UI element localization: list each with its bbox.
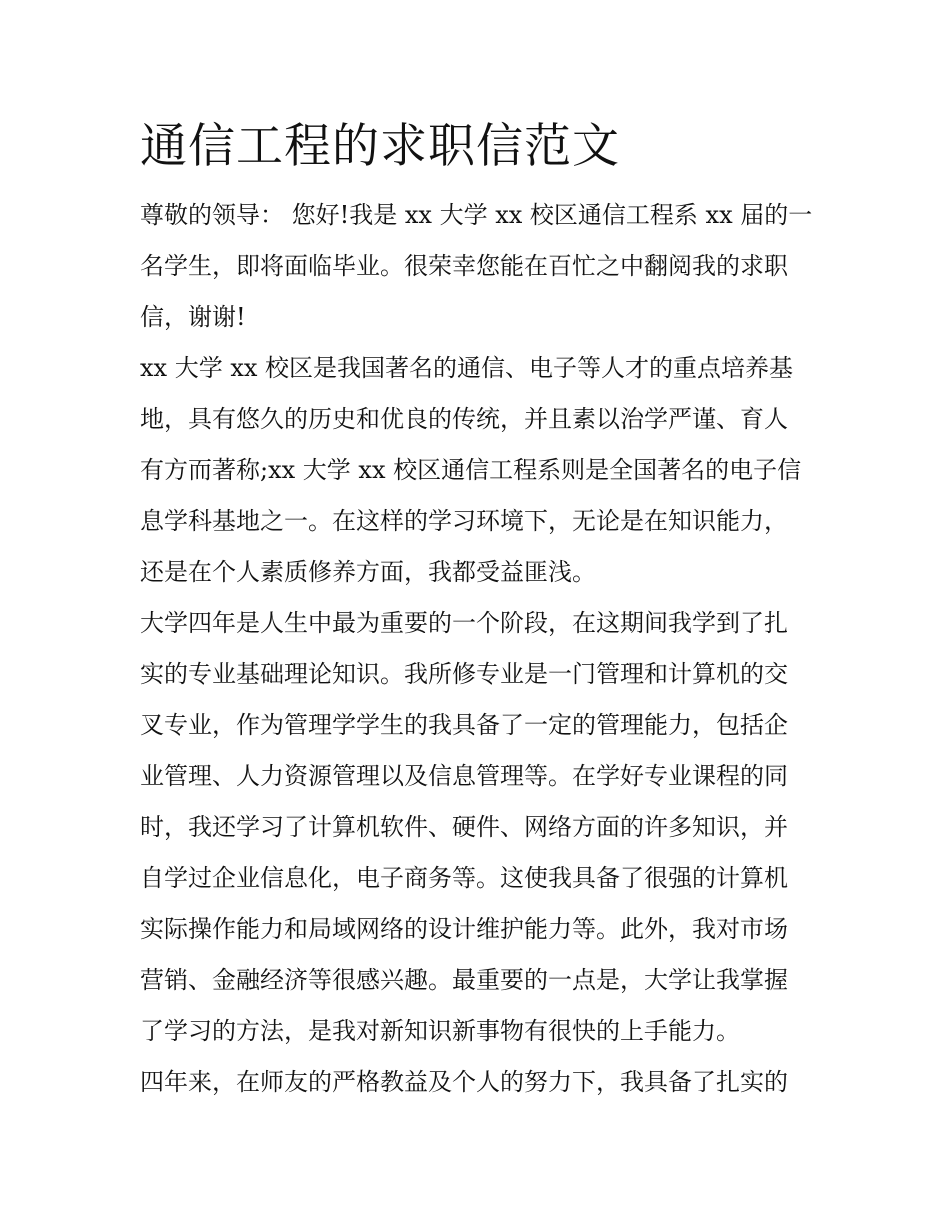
text-line: 息学科基地之一。在这样的学习环境下，无论是在知识能力， [140,507,788,535]
text-line: 还是在个人素质修养方面，我都受益匪浅。 [140,558,596,586]
document-body [140,190,812,1108]
text-line: 了学习的方法，是我对新知识新事物有很快的上手能力。 [140,1017,740,1045]
text-line: 叉专业，作为管理学学生的我具备了一定的管理能力，包括企 [140,711,788,739]
text-line: 四年来，在师友的严格教益及个人的努力下，我具备了扎实的 [140,1068,788,1096]
document-page [140,112,812,1108]
document-title: 通信工程的求职信范文 [140,119,620,174]
text-line: 信，谢谢! [140,303,246,331]
text-line: 大学四年是人生中最为重要的一个阶段，在这期间我学到了扎 [140,609,788,637]
text-line: 营销、金融经济等很感兴趣。最重要的一点是，大学让我掌握 [140,966,788,994]
text-line: 实的专业基础理论知识。我所修专业是一门管理和计算机的交 [140,660,788,688]
text-line: 业管理、人力资源管理以及信息管理等。在学好专业课程的同 [140,762,788,790]
text-line: xx 大学 xx 校区是我国著名的通信、电子等人才的重点培养基 [140,354,794,382]
text-line: 地，具有悠久的历史和优良的传统，并且素以治学严谨、育人 [140,405,788,433]
text-line: 尊敬的领导： 您好!我是 xx 大学 xx 校区通信工程系 xx 届的一 [140,201,813,229]
text-line: 实际操作能力和局域网络的设计维护能力等。此外，我对市场 [140,915,788,943]
text-line: 自学过企业信息化，电子商务等。这使我具备了很强的计算机 [140,864,788,892]
text-line: 名学生，即将面临毕业。很荣幸您能在百忙之中翻阅我的求职 [140,252,788,280]
text-line: 时，我还学习了计算机软件、硬件、网络方面的许多知识，并 [140,813,788,841]
text-line: 有方而著称;xx 大学 xx 校区通信工程系则是全国著名的电子信 [140,456,802,484]
